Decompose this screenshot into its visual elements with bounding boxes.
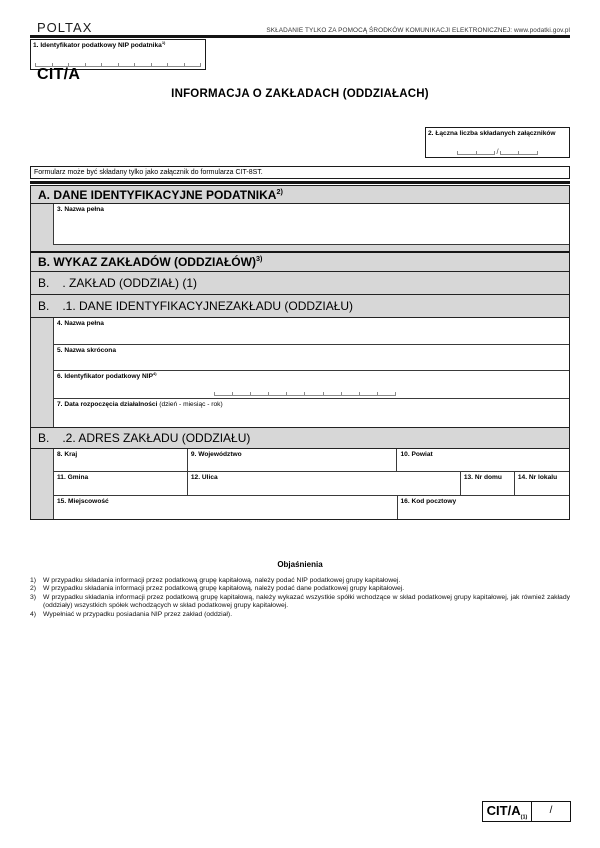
footnote-ref-3: 3): [255, 254, 263, 263]
field-taxpayer-full-name[interactable]: [53, 204, 569, 245]
form-body: [30, 185, 570, 520]
field-taxpayer-full-name-label: 3. Nazwa pełna: [57, 205, 104, 213]
field-commune[interactable]: [54, 472, 188, 495]
field-city[interactable]: [54, 496, 398, 519]
field-postal-code-label: 16. Kod pocztowy: [400, 497, 457, 505]
address-row-3: [54, 496, 569, 519]
field-attachments-count[interactable]: [425, 127, 570, 158]
field-commune-label: 11. Gmina: [57, 473, 89, 481]
form-title: INFORMACJA O ZAKŁADACH (ODDZIAŁACH): [171, 88, 429, 100]
footnote-1: 1) W przypadku składania informacji przez podatkową grupę kapitałową, należy podać NIP podatkowej grupy kapitałowej.: [30, 577, 401, 584]
form-code: CIT/A: [37, 66, 81, 83]
field-branch-full-name-label: 4. Nazwa pełna: [57, 319, 104, 327]
section-separator-rule: [30, 181, 570, 184]
footer-copy-index: (1): [520, 814, 528, 821]
field-start-date-label: 7. Data rozpoczęcia działalności (dzień - miesiąc - rok): [57, 400, 223, 408]
field-branch-short-name-label: 5. Nazwa skrócona: [57, 346, 117, 354]
field-apartment-no-label: 14. Nr lokalu: [517, 473, 558, 481]
field-house-no-label: 13. Nr domu: [463, 473, 502, 481]
footer-form-code: CIT/$A_{(1)}$: [483, 802, 532, 821]
electronic-submission-notice: SKŁADANIE TYLKO ZA POMOCĄ ŚRODKÓW KOMUNIKACJI ELEKTRONICZNEJ: www.podatki.gov.pl: [266, 27, 570, 34]
attachment-note-bar: Formularz może być składany tylko jako załącznik do formularza CIT-8ST.: [30, 166, 570, 179]
field-nip-taxpayer-label: 1. Identyfikator podatkowy NIP podatnika$^{1)}$: [33, 39, 166, 49]
section-bx-header: B. . ZAKŁAD (ODDZIAŁ) (1): [31, 272, 569, 295]
footnote-3: 3) W przypadku składania informacji przez podatkową grupę kapitałową, należy wykazać wszystkie spółki wchodzące w skład podatkowej grupy kapitałowej, jak również zakłady (oddziały) wszystkich spółek wchodzących w skład podatkowej grupy kapitałowej.: [30, 593, 570, 610]
section-b1-body: [31, 318, 569, 427]
section-b2-header: B. .2. ADRES ZAKŁADU (ODDZIAŁU): [31, 427, 569, 449]
field-county-label: 10. Powiat: [400, 450, 433, 458]
count-separator: /: [496, 147, 499, 156]
field-country-label: 8. Kraj: [57, 450, 78, 458]
footnote-4: 4) Wypełniać w przypadku posiadania NIP przez zakład (oddział).: [30, 610, 233, 618]
field-start-date[interactable]: [53, 399, 569, 427]
field-city-label: 15. Miejscowość: [57, 497, 109, 505]
field-branch-nip[interactable]: [53, 371, 569, 399]
field-branch-full-name[interactable]: [53, 318, 569, 345]
field-branch-short-name[interactable]: [53, 345, 569, 371]
section-b2-body: [53, 449, 569, 519]
header-rule: [30, 35, 570, 38]
section-b1-header: B. .1. DANE IDENTYFIKACYJNEZAKŁADU (ODDZIAŁU): [31, 295, 569, 318]
branch-nip-digit-ticks: [214, 391, 396, 396]
field-street[interactable]: [188, 472, 461, 495]
footnote-ref-1: 1): [161, 39, 166, 45]
poltax-logo: POLTAX: [37, 20, 93, 35]
field-voivodeship-label: 9. Województwo: [190, 450, 242, 458]
field-apartment-no[interactable]: [515, 472, 569, 495]
footnotes: [30, 577, 570, 619]
footnote-2: 2) W przypadku składania informacji przez podatkową grupę kapitałową, należy podać dane podatkowej grupy kapitałowej.: [30, 585, 405, 593]
field-start-date-hint: (dzień - miesiąc - rok): [159, 400, 223, 408]
field-attachments-count-label: 2. Łączna liczba składanych załączników: [428, 129, 556, 137]
attachments-count-ticks: [426, 149, 569, 155]
field-house-no[interactable]: [461, 472, 515, 495]
field-voivodeship[interactable]: [188, 449, 398, 471]
field-postal-code[interactable]: [398, 496, 569, 519]
section-a-header: A. DANE IDENTYFIKACYJNE PODATNIKA$^{2)}$: [31, 186, 569, 204]
section-b-header: B. WYKAZ ZAKŁADÓW (ODDZIAŁÓW)$^{3)}$: [31, 251, 569, 272]
footer-page-box: [482, 801, 571, 822]
footnote-ref-2: 2): [276, 186, 283, 196]
explanations-title: Objaśnienia: [277, 560, 323, 569]
footer-page-number: /: [549, 805, 553, 816]
section-a-body: [31, 204, 569, 251]
field-branch-nip-label: 6. Identyfikator podatkowy NIP$^{4)}$: [57, 370, 157, 380]
field-street-label: 12. Ulica: [190, 473, 218, 481]
address-row-2: [54, 472, 569, 496]
field-country[interactable]: [54, 449, 188, 471]
address-row-1: [54, 449, 569, 472]
footnote-ref-4: 4): [153, 370, 157, 376]
field-county[interactable]: [397, 449, 568, 471]
